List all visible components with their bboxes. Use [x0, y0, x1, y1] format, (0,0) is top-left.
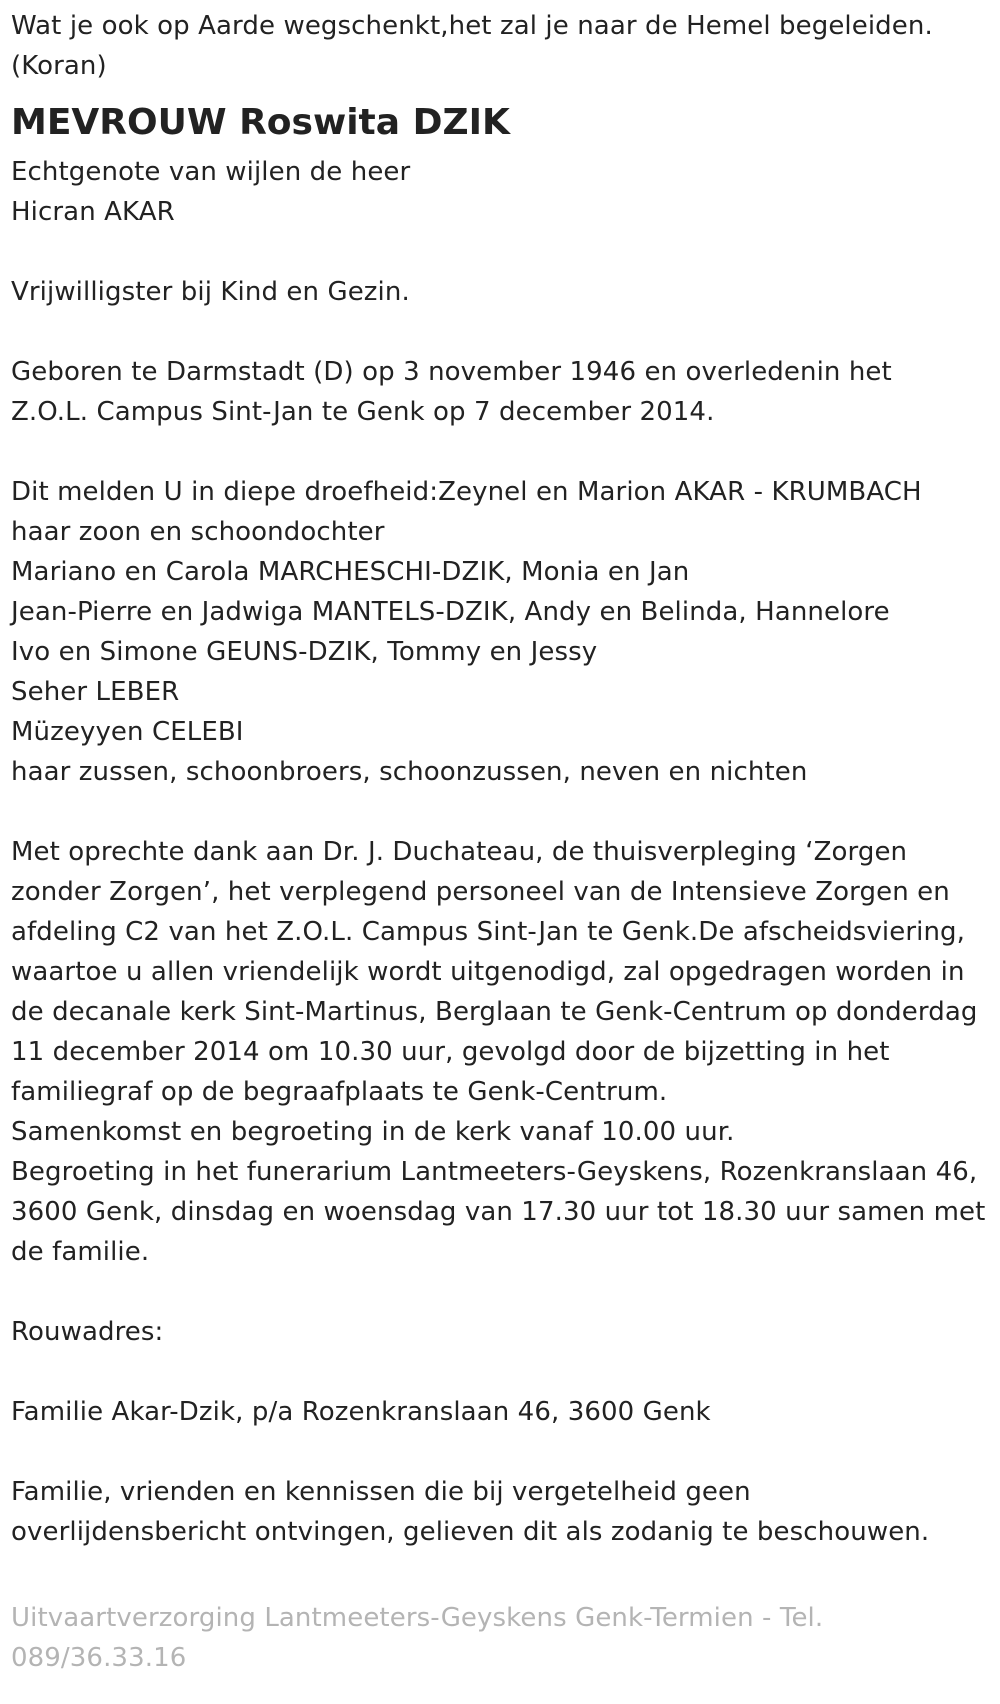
birth-death-line: Z.O.L. Campus Sint-Jan te Genk op 7 december 2014. [11, 397, 715, 427]
family-line: Jean-Pierre en Jadwiga MANTELS-DZIK, Andy en Belinda, Hannelore [11, 597, 890, 627]
birth-death-line: Geboren te Darmstadt (D) op 3 november 1946 en overledenin het [11, 357, 892, 387]
address-value: Familie Akar-Dzik, p/a Rozenkranslaan 46, 3600 Genk [11, 1397, 711, 1427]
ceremony-line: 3600 Genk, dinsdag en woensdag van 17.30 uur tot 18.30 uur samen met [11, 1197, 986, 1227]
ceremony-line: Samenkomst en begroeting in de kerk vanaf 10.00 uur. [11, 1117, 735, 1147]
family-line: haar zussen, schoonbroers, schoonzussen, neven en nichten [11, 757, 808, 787]
ceremony-line: afdeling C2 van het Z.O.L. Campus Sint-Jan te Genk.De afscheidsviering, [11, 917, 966, 947]
ceremony-block [11, 832, 1000, 1272]
ceremony-line: waartoe u allen vriendelijk wordt uitgenodigd, zal opgedragen worden in [11, 957, 965, 987]
notice-line: overlijdensbericht ontvingen, gelieven dit als zodanig te beschouwen. [11, 1517, 930, 1547]
ceremony-line: zonder Zorgen’, het verplegend personeel van de Intensieve Zorgen en [11, 877, 950, 907]
ceremony-line: de familie. [11, 1237, 150, 1267]
ceremony-line: Begroeting in het funerarium Lantmeeters-Geyskens, Rozenkranslaan 46, [11, 1157, 978, 1187]
ceremony-line: Met oprechte dank aan Dr. J. Duchateau, de thuisverpleging ‘Zorgen [11, 837, 908, 867]
notice-line: Familie, vrienden en kennissen die bij vergetelheid geen [11, 1477, 751, 1507]
family-line: Mariano en Carola MARCHESCHI-DZIK, Monia en Jan [11, 557, 690, 587]
family-block [11, 472, 1000, 792]
family-line: Ivo en Simone GEUNS-DZIK, Tommy en Jessy [11, 637, 598, 667]
occupation-text: Vrijwilligster bij Kind en Gezin. [11, 277, 410, 307]
birth-death-block [11, 352, 1000, 432]
address-label: Rouwadres: [11, 1317, 164, 1347]
deceased-name: MEVROUW Roswita DZIK [11, 102, 510, 143]
spouse-block [11, 152, 1000, 232]
quote-block [11, 6, 1000, 86]
family-line: haar zoon en schoondochter [11, 517, 385, 547]
notice-block [11, 1472, 1000, 1552]
spouse-name: Hicran AKAR [11, 197, 175, 227]
funeral-home-footer [11, 1598, 1000, 1678]
footer-phone: 089/36.33.16 [11, 1643, 187, 1673]
spouse-label: Echtgenote van wijlen de heer [11, 157, 411, 187]
ceremony-line: 11 december 2014 om 10.30 uur, gevolgd door de bijzetting in het [11, 1037, 890, 1067]
family-line: Dit melden U in diepe droefheid:Zeynel en Marion AKAR - KRUMBACH [11, 477, 922, 507]
quote-source: (Koran) [11, 51, 107, 81]
family-line: Seher LEBER [11, 677, 180, 707]
ceremony-line: de decanale kerk Sint-Martinus, Berglaan te Genk-Centrum op donderdag [11, 997, 978, 1027]
footer-line: Uitvaartverzorging Lantmeeters-Geyskens Genk-Termien - Tel. [11, 1603, 824, 1633]
quote-text: Wat je ook op Aarde wegschenkt,het zal je naar de Hemel begeleiden. [11, 11, 933, 41]
family-line: Müzeyyen CELEBI [11, 717, 244, 747]
ceremony-line: familiegraf op de begraafplaats te Genk-Centrum. [11, 1077, 668, 1107]
